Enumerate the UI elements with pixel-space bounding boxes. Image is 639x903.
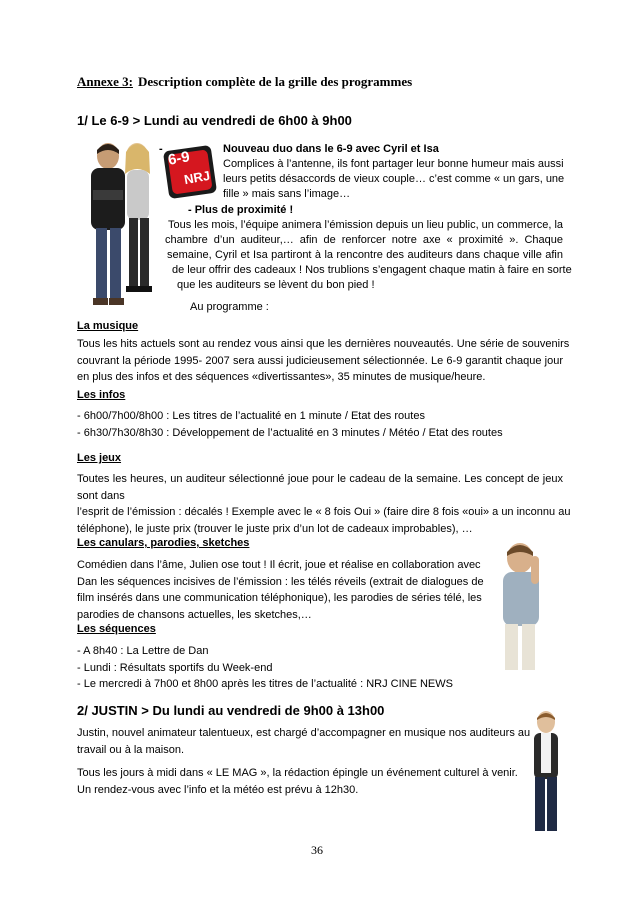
canulars-line: Dan les séquences incisives de l’émission : les télés réveils (extrait de dialogues de [77,575,484,588]
annex-title: Description complète de la grille des programmes [138,74,413,89]
musique-line: couvrant la période 1995- 2007 sera aussi judicieusement sélectionnée. Le 6-9 garantit chaque jour [77,354,563,367]
intro-line: leurs petits désaccords de vieux couple… c’est comme « un gars, une [223,173,565,185]
julien-illustration [487,538,557,674]
proximite-line: semaine, Cyril et Isa partiront à la rencontre des auditeurs dans chaque ville afin [167,249,563,261]
julien-photo [487,538,557,674]
justin-photo [521,707,571,835]
musique-text [77,336,570,386]
justin-line: travail ou à la maison. [77,743,184,756]
jeux-heading: Les jeux [77,452,122,464]
infos-line: - 6h30/7h30/8h30 : Développement de l’actualité en 3 minutes / Météo / Etat des routes [77,426,503,439]
infos-line: - 6h00/7h00/8h00 : Les titres de l’actualité en 1 minute / Etat des routes [77,410,425,422]
musique-line: en plus des infos et des séquences «divertissantes», 35 minutes de musique/heure. [77,371,486,383]
justin-line: Tous les jours à midi dans « LE MAG », la rédaction épingle un événement culturel à venir. [77,767,518,779]
intro-dash: - [159,143,163,155]
sequences-line: - Le mercredi à 7h00 et 8h00 après les titres de l’actualité : NRJ CINE NEWS [77,678,453,690]
section2-heading: 2/ JUSTIN > Du lundi au vendredi de 9h00 à 13h00 [77,703,385,718]
intro-line: fille » mais sans l’image… [223,188,351,200]
justin-line: Justin, nouvel animateur talentueux, est chargé d’accompagner en musique nos auditeurs au [77,727,531,739]
page-number: 36 [311,843,323,857]
canulars-line: Comédien dans l’âme, Julien ose tout ! Il écrit, joue et réalise en collaboration avec [77,559,481,571]
intro-block [223,142,563,202]
canulars-text [77,557,484,623]
six-nine-logo [162,144,218,200]
jeux-line: Toutes les heures, un auditeur sélectionné joue pour le cadeau de la semaine. Les concept de jeux [77,473,563,485]
sequences-line: - A 8h40 : La Lettre de Dan [77,645,209,657]
justin-line: Un rendez-vous avec l’info et la météo est prévu à 12h30. [77,783,359,796]
sequences-text [77,643,497,693]
justin-illustration [521,707,571,835]
proximite-title: - Plus de proximité ! [188,204,294,216]
proximite-line: de leur offrir des cadeaux ! Nos trublions s’engagent chaque matin à faire en sorte [172,264,572,276]
justin-text-2 [77,765,518,798]
infos-text [77,408,563,441]
jeux-line: l’esprit de l’émission : décalés ! Exemple avec le « 8 fois Oui » (faire dire 8 fois «oui» a un inconnu au [77,506,571,518]
infos-heading: Les infos [77,389,126,401]
sequences-line: - Lundi : Résultats sportifs du Week-end [77,661,273,674]
jeux-line: sont dans [77,489,125,502]
section1-heading: 1/ Le 6-9 > Lundi au vendredi de 6h00 à 9h00 [77,113,352,128]
intro-title: Nouveau duo dans le 6-9 avec Cyril et Isa [223,143,439,155]
justin-text-1 [77,725,531,758]
intro-line: Complices à l’antenne, ils font partager leur bonne humeur mais aussi [223,158,564,170]
sequences-heading: Les séquences [77,623,156,635]
jeux-text [77,471,571,537]
proximite-line: Tous les mois, l’équipe animera l’émission depuis un lieu public, un commerce, la [168,219,563,231]
canulars-line: film insérés dans une communication téléphonique), les parodies de séries télé, les [77,592,482,604]
proximite-line: chambre d’un auditeur,… afin de renforcer notre axe « proximité ». Chaque [165,234,563,246]
canulars-heading: Les canulars, parodies, sketches [77,537,250,549]
jeux-line: téléphone), le juste prix (trouver le juste prix d’un lot de cadeaux improbables), … [77,522,473,535]
musique-heading: La musique [77,320,139,332]
programme-label: Au programme : [190,301,269,313]
canulars-line: parodies de chansons actuelles, les sketches,… [77,608,312,621]
annex-header [77,74,413,90]
musique-line: Tous les hits actuels sont au rendez vous ainsi que les dernières nouveautés. Une série de souvenirs [77,338,570,350]
proximite-line: que les auditeurs se lèvent du bon pied ! [177,279,375,291]
annex-label: Annexe 3: [77,74,133,89]
logo-text-nrj: NRJ [182,167,212,188]
logo-text-69: 6-9 [166,148,191,169]
